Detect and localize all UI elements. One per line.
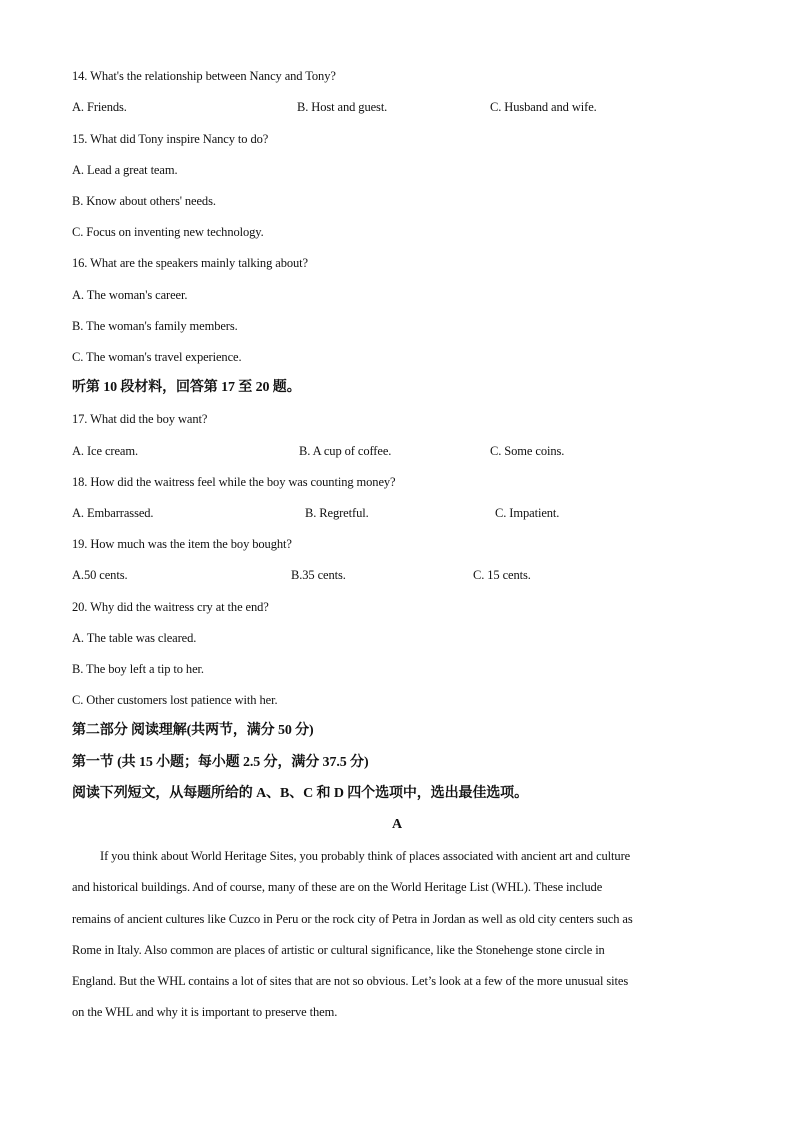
part-2-instruction: 阅读下列短文，从每题所给的 A、B、C 和 D 四个选项中，选出最佳选项。 xyxy=(72,786,528,801)
question-18-option-a: A. Embarrassed. xyxy=(72,506,154,520)
question-14-option-c: C. Husband and wife. xyxy=(490,100,597,114)
question-20-stem: 20. Why did the waitress cry at the end? xyxy=(72,600,269,614)
question-16-option-b: B. The woman's family members. xyxy=(72,319,238,333)
passage-line: England. But the WHL contains a lot of sites that are not so obvious. Let’s look at a few of the more unusual sites xyxy=(72,974,629,988)
question-20-option-c: C. Other customers lost patience with her. xyxy=(72,693,278,707)
passage-label: A xyxy=(391,817,402,832)
question-15-option-a: A. Lead a great team. xyxy=(72,163,178,177)
question-16-option-a: A. The woman's career. xyxy=(72,288,188,302)
question-17-stem: 17. What did the boy want? xyxy=(72,412,208,426)
question-17-option-a: A. Ice cream. xyxy=(72,444,139,458)
passage-line: and historical buildings. And of course, many of these are on the World Heritage List (WHL). These include xyxy=(72,880,603,894)
question-19-option-a: A.50 cents. xyxy=(72,568,128,582)
question-18-stem: 18. How did the waitress feel while the boy was counting money? xyxy=(72,475,396,489)
question-19-option-b: B.35 cents. xyxy=(291,568,346,582)
question-20-option-b: B. The boy left a tip to her. xyxy=(72,662,204,676)
question-17-option-c: C. Some coins. xyxy=(490,444,565,458)
part-2-section-1-heading: 第一节 (共 15 小题；每小题 2.5 分，满分 37.5 分) xyxy=(72,755,369,770)
question-20-option-a: A. The table was cleared. xyxy=(72,631,197,645)
question-14-option-b: B. Host and guest. xyxy=(297,100,388,114)
passage-line: on the WHL and why it is important to preserve them. xyxy=(72,1005,338,1019)
question-14-option-a: A. Friends. xyxy=(72,100,127,114)
question-18-option-c: C. Impatient. xyxy=(495,506,560,520)
question-19-option-c: C. 15 cents. xyxy=(473,568,531,582)
question-14-stem: 14. What's the relationship between Nancy and Tony? xyxy=(72,69,336,83)
question-15-stem: 15. What did Tony inspire Nancy to do? xyxy=(72,132,269,146)
question-19-stem: 19. How much was the item the boy bought? xyxy=(72,537,292,551)
question-16-option-c: C. The woman's travel experience. xyxy=(72,350,242,364)
passage-line: remains of ancient cultures like Cuzco in Peru or the rock city of Petra in Jordan as well as old city centers such as xyxy=(72,912,633,926)
question-15-option-c: C. Focus on inventing new technology. xyxy=(72,225,264,239)
section-10-instruction: 听第 10 段材料，回答第 17 至 20 题。 xyxy=(72,380,301,395)
passage-line: Rome in Italy. Also common are places of artistic or cultural significance, like the Stonehenge stone circle in xyxy=(72,943,605,957)
question-17-option-b: B. A cup of coffee. xyxy=(299,444,392,458)
question-16-stem: 16. What are the speakers mainly talking about? xyxy=(72,256,308,270)
question-15-option-b: B. Know about others' needs. xyxy=(72,194,216,208)
question-18-option-b: B. Regretful. xyxy=(305,506,369,520)
passage-line: If you think about World Heritage Sites, you probably think of places associated with ancient art and culture xyxy=(100,849,631,863)
part-2-heading: 第二部分 阅读理解(共两节，满分 50 分) xyxy=(72,723,314,738)
